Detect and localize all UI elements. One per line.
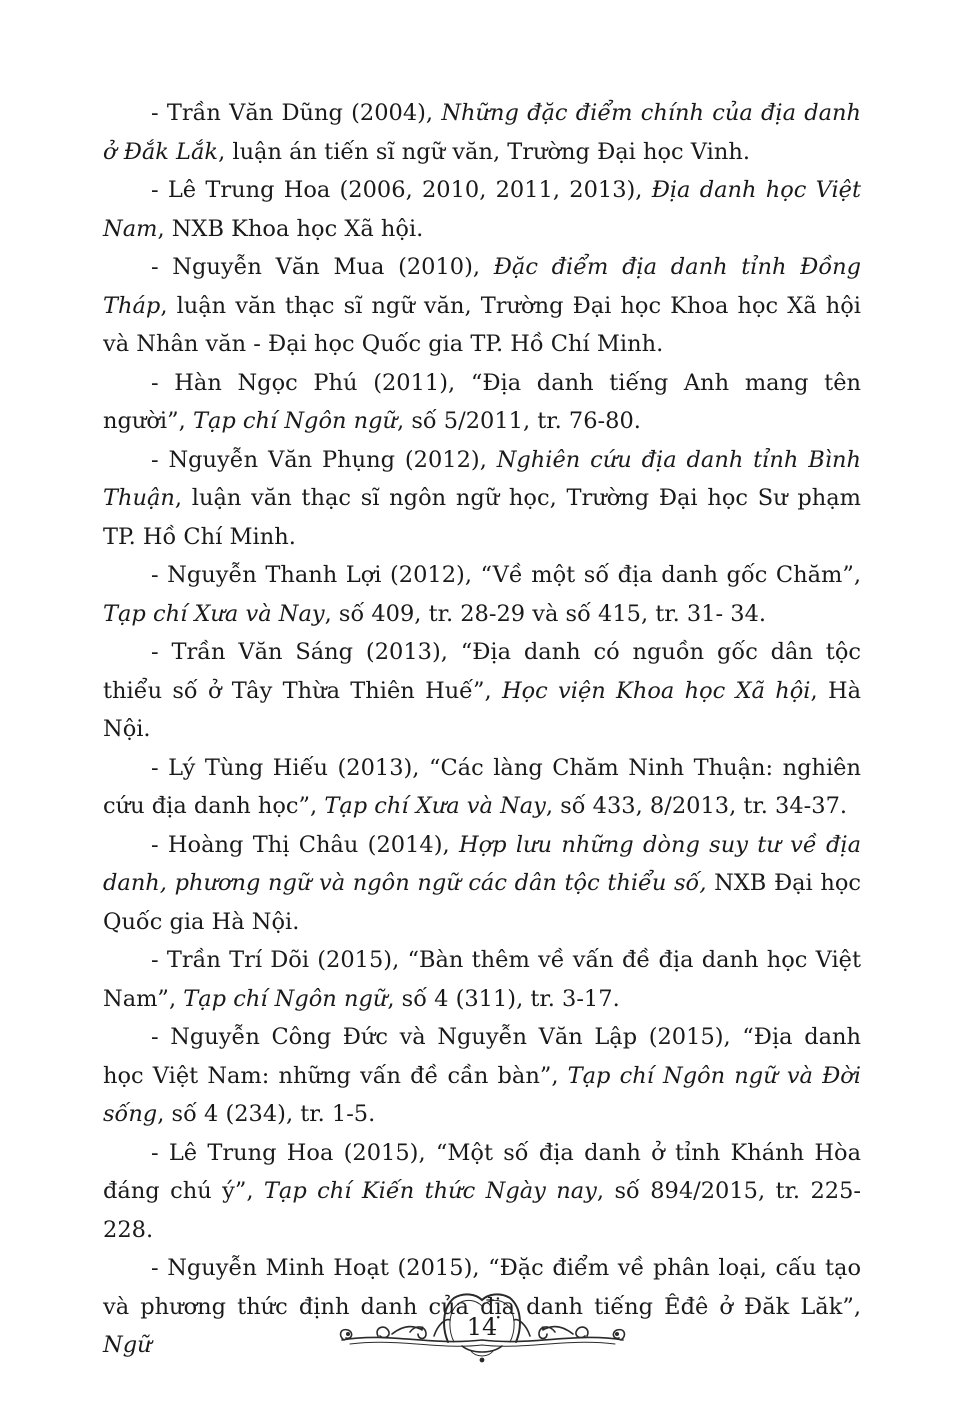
reference-title: Tạp chí Kiến thức Ngày nay — [263, 1178, 597, 1204]
reference-title: Đặc điểm địa danh tỉnh Đồng Tháp — [103, 254, 861, 319]
reference-title: Hợp lưu những dòng suy tư về địa danh, phương ngữ và ngôn ngữ các dân tộc thiểu số, — [103, 831, 861, 896]
reference-text: - Hoàng Thị Châu (2014), — [151, 831, 459, 858]
page-footer — [0, 1288, 965, 1378]
reference-text: - Nguyễn Thanh Lợi (2012), “Về một số địa danh gốc Chăm”, — [151, 562, 861, 588]
reference-title: Tạp chí Xưa và Nay — [103, 600, 325, 627]
reference-text: , số 4 (311), tr. 3-17. — [387, 985, 620, 1012]
reference-text: - Trần Trí Dõi (2015), “Bàn thêm về vấn đề địa danh học Việt Nam”, — [103, 947, 861, 1012]
reference-entry-7 — [103, 633, 861, 749]
reference-entry-12 — [103, 1134, 861, 1250]
reference-entry-4 — [103, 364, 861, 441]
page-number: 14 — [466, 1313, 498, 1341]
reference-text: - Nguyễn Công Đức và Nguyễn Văn Lập (2015), “Địa danh học Việt Nam: những vấn đề cần bàn”, — [103, 1024, 861, 1089]
reference-title: Tạp chí Ngôn ngữ — [183, 985, 388, 1012]
reference-text: , số 433, 8/2013, tr. 34-37. — [545, 793, 848, 819]
reference-title: Địa danh học Việt Nam — [103, 177, 862, 242]
reference-text: , Hà Nội. — [103, 677, 861, 742]
reference-text: - Hàn Ngọc Phú (2011), “Địa danh tiếng Anh mang tên người”, — [103, 369, 861, 434]
reference-text: , số 409, tr. 28-29 và số 415, tr. 31- 34. — [324, 600, 767, 627]
reference-entry-11 — [103, 1018, 861, 1134]
reference-text: , số 4 (234), tr. 1-5. — [157, 1101, 376, 1127]
reference-entry-1 — [103, 94, 861, 171]
reference-text: - Nguyễn Văn Mua (2010), — [151, 254, 494, 280]
reference-text: - Lê Trung Hoa (2015), “Một số địa danh ở tỉnh Khánh Hòa đáng chú ý”, — [103, 1139, 861, 1204]
reference-text: , số 5/2011, tr. 76-80. — [397, 408, 641, 434]
reference-title: Học viện Khoa học Xã hội — [501, 677, 811, 704]
reference-text: , số 894/2015, tr. 225-228. — [103, 1178, 861, 1243]
reference-text: NXB Đại học Quốc gia Hà Nội. — [103, 870, 861, 935]
reference-title: Nghiên cứu địa danh tỉnh Bình Thuận — [103, 446, 861, 511]
reference-list — [103, 94, 861, 1365]
reference-title: Ngữ — [103, 1332, 152, 1358]
reference-text: - Trần Văn Dũng (2004), — [151, 100, 442, 126]
reference-entry-5 — [103, 441, 861, 557]
reference-text: , luận án tiến sĩ ngữ văn, Trường Đại học Vinh. — [218, 138, 750, 165]
reference-text: - Lý Tùng Hiếu (2013), “Các làng Chăm Ninh Thuận: nghiên cứu địa danh học”, — [103, 754, 861, 819]
reference-entry-6 — [103, 556, 861, 633]
reference-text: - Nguyễn Minh Hoạt (2015), “Đặc điểm về phân loại, cấu tạo và phương thức định danh của địa danh tiếng Êđê ở Đăk Lăk”, — [103, 1255, 861, 1320]
reference-title: Tạp chí Xưa và Nay — [324, 793, 546, 819]
reference-text: , luận văn thạc sĩ ngôn ngữ học, Trường Đại học Sư phạm TP. Hồ Chí Minh. — [103, 485, 861, 550]
reference-text: , luận văn thạc sĩ ngữ văn, Trường Đại học Khoa học Xã hội và Nhân văn - Đại học Quốc gia TP. Hồ Chí Minh. — [103, 292, 861, 357]
reference-entry-8 — [103, 749, 861, 826]
reference-text: - Nguyễn Văn Phụng (2012), — [151, 446, 497, 473]
reference-text: - Lê Trung Hoa (2006, 2010, 2011, 2013), — [151, 177, 652, 203]
reference-entry-9 — [103, 826, 861, 942]
reference-text: , NXB Khoa học Xã hội. — [157, 215, 424, 242]
reference-title: Những đặc điểm chính của địa danh ở Đắk Lắk — [103, 100, 862, 165]
reference-entry-10 — [103, 941, 861, 1018]
reference-entry-2 — [103, 171, 861, 248]
reference-entry-3 — [103, 248, 861, 364]
reference-title: Tạp chí Ngôn ngữ — [192, 408, 398, 434]
reference-title: Tạp chí Ngôn ngữ và Đời sống — [103, 1062, 861, 1127]
reference-text: - Trần Văn Sáng (2013), “Địa danh có nguồn gốc dân tộc thiểu số ở Tây Thừa Thiên Huế”, — [103, 639, 861, 704]
